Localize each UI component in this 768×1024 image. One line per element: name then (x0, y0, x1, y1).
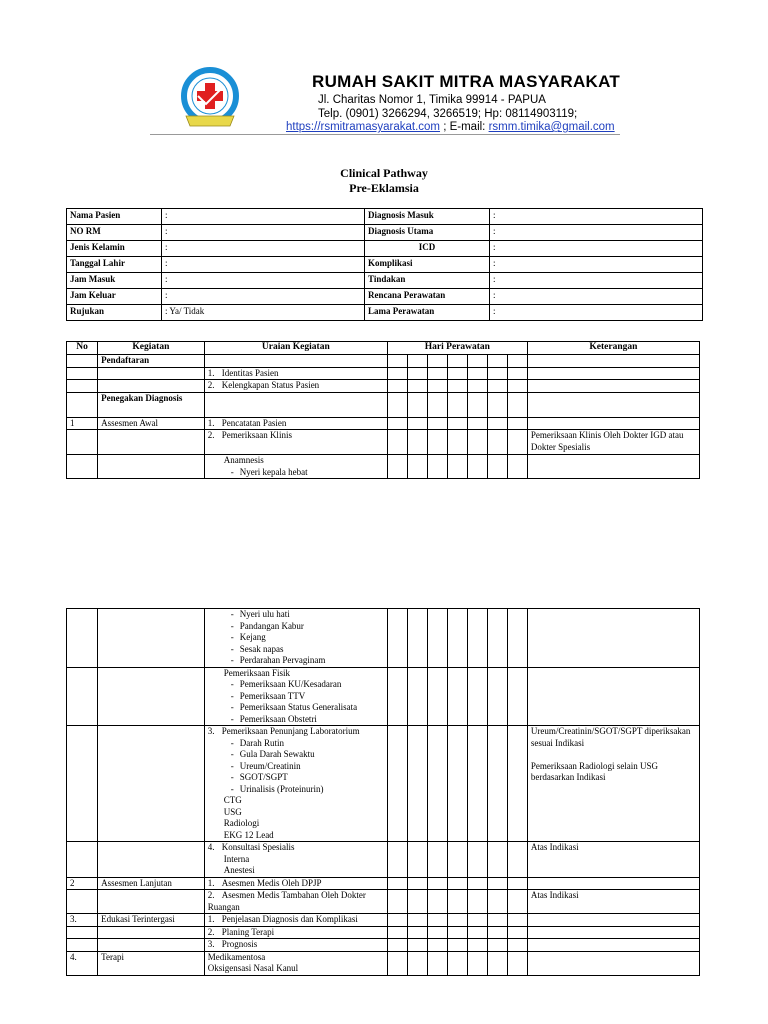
table-row: 2 Assesmen Lanjutan 1. Asesmen Medis Oleh DPJP (67, 877, 700, 890)
info-value[interactable]: : (490, 225, 703, 241)
info-value[interactable]: : Ya/ Tidak (162, 305, 365, 321)
hospital-name: RUMAH SAKIT MITRA MASYARAKAT (312, 72, 621, 91)
info-label: Diagnosis Masuk (365, 209, 490, 225)
info-row (67, 241, 703, 257)
keterangan-klinis: Pemeriksaan Klinis Oleh Dokter IGD atau Dokter Spesialis (527, 430, 699, 455)
list-item: - Darah Rutin (230, 737, 284, 748)
info-value[interactable]: : (490, 289, 703, 305)
uraian-identitas: Identitas Pasien (221, 367, 279, 378)
col-uraian: Uraian Kegiatan (204, 342, 387, 355)
uraian-anamnesis: Anamnesis (223, 455, 264, 465)
info-value[interactable]: : (490, 209, 703, 225)
uraian-planing: Planing Terapi (221, 926, 275, 937)
kegiatan-edukasi: Edukasi Terintergasi (98, 914, 205, 927)
kegiatan-pendaftaran: Pendaftaran (98, 355, 205, 368)
hospital-telephone: Telp. (0901) 3266294, 3266519; Hp: 08114903119; (318, 108, 578, 120)
info-value[interactable]: : (162, 225, 365, 241)
table-row (67, 842, 700, 878)
table-row: 2. Kelengkapan Status Pasien (67, 380, 700, 393)
info-value[interactable]: : (162, 257, 365, 273)
info-row (67, 273, 703, 289)
info-row (67, 225, 703, 241)
table-row: 1 Assesmen Awal 1. Pencatatan Pasien (67, 417, 700, 430)
table-row (67, 392, 700, 417)
list-item: CTG (223, 795, 242, 805)
kegiatan-terapi: Terapi (98, 951, 205, 975)
info-label: Diagnosis Utama (365, 225, 490, 241)
uraian-anamnesis-list (204, 609, 387, 668)
website-link[interactable]: https://rsmitramasyarakat.com (286, 121, 441, 133)
clinical-pathway-table-page2 (66, 608, 700, 976)
table-row: 3. Prognosis (67, 939, 700, 952)
list-item: - Gula Darah Sewaktu (230, 749, 315, 759)
uraian-dpjp: Asesmen Medis Oleh DPJP (221, 877, 322, 888)
list-item: - Pemeriksaan KU/Kesadaran (230, 679, 342, 689)
col-hari-perawatan: Hari Perawatan (387, 342, 527, 355)
letterhead (150, 66, 620, 136)
uraian-medikamentosa: Medikamentosa (207, 951, 266, 962)
list-item: Radiologi (223, 818, 260, 828)
list-item: - Pemeriksaan Obstetri (230, 713, 317, 724)
table-row: 2. Pemeriksaan Klinis Pemeriksaan Klinis Oleh Dokter IGD atau Dokter Spesialis (67, 430, 700, 455)
info-value[interactable]: : (490, 305, 703, 321)
table-row: Anamnesis - Nyeri kepala hebat (67, 455, 700, 479)
info-label: Jenis Kelamin (67, 241, 162, 257)
keterangan-tambahan: Atas Indikasi (527, 890, 699, 914)
email-prefix: ; E-mail: (440, 121, 489, 133)
uraian-prognosis: Prognosis (221, 939, 258, 949)
hospital-address: Jl. Charitas Nomor 1, Timika 99914 - PAPUA (318, 94, 546, 106)
info-value[interactable]: : (162, 209, 365, 225)
table-row: 3. Edukasi Terintergasi 1. Penjelasan Diagnosis dan Komplikasi (67, 914, 700, 927)
table-row: 1. Identitas Pasien (67, 367, 700, 380)
info-label: Jam Keluar (67, 289, 162, 305)
list-item: - Sesak napas (230, 643, 284, 654)
uraian-pemeriksaan-penunjang: 3. Pemeriksaan Penunjang Laboratorium - Darah Rutin - Gula Darah Sewaktu - Ureum/Creatinin - SGOT/SGPT - Urinalisis (Proteinurin) CTG USG Radiologi EKG 12 Lead (204, 726, 387, 842)
info-label: Nama Pasien (67, 209, 162, 225)
table-row (67, 726, 700, 842)
table-row: 2. Asesmen Medis Tambahan Oleh Dokter Ruangan Atas Indikasi (67, 890, 700, 914)
list-item: - Pemeriksaan Status Generalisata (230, 702, 358, 712)
header-divider (150, 134, 620, 135)
list-item: - SGOT/SGPT (230, 772, 288, 782)
uraian-kelengkapan: Kelengkapan Status Pasien (221, 380, 320, 390)
document-title: Clinical Pathway (340, 166, 428, 180)
info-row (67, 289, 703, 305)
list-item: Interna (223, 853, 250, 864)
info-label: Lama Perawatan (365, 305, 490, 321)
list-item: - Perdarahan Pervaginam (230, 655, 326, 665)
info-label: Rencana Perawatan (365, 289, 490, 305)
keterangan-konsultasi: Atas Indikasi (527, 842, 699, 878)
info-value[interactable]: : (490, 257, 703, 273)
table-row: 4. Terapi Medikamentosa Oksigensasi Nasal Kanul (67, 951, 700, 975)
document-subtitle: Pre-Eklamsia (349, 181, 419, 195)
uraian-penjelasan: Penjelasan Diagnosis dan Komplikasi (221, 914, 358, 924)
info-value[interactable]: : (162, 273, 365, 289)
info-value[interactable]: : (490, 241, 703, 257)
col-kegiatan: Kegiatan (98, 342, 205, 355)
list-item: - Nyeri ulu hati (230, 609, 290, 619)
uraian-konsultasi: 4. Konsultasi Spesialis Interna Anestesi (204, 842, 387, 878)
kegiatan-asesmen-lanjutan: Assesmen Lanjutan (98, 877, 205, 890)
info-label: Tindakan (365, 273, 490, 289)
keterangan-penunjang: Ureum/Creatinin/SGOT/SGPT diperiksakan sesuai Indikasi Pemeriksaan Radiologi selain USG berdasarkan Indikasi (527, 726, 699, 842)
list-item: Anestesi (223, 865, 255, 875)
patient-info-table (66, 208, 703, 321)
col-no: No (67, 342, 98, 355)
info-row (67, 305, 703, 321)
list-item: - Pandangan Kabur (230, 620, 304, 631)
info-label: Tanggal Lahir (67, 257, 162, 273)
table-row (67, 355, 700, 368)
kegiatan-asesmen-awal: Assesmen Awal (98, 417, 205, 430)
list-item: USG (223, 806, 242, 817)
hospital-contact (286, 121, 615, 133)
list-item: - Urinalisis (Proteinurin) (230, 783, 324, 794)
uraian-pemeriksaan-fisik: Pemeriksaan Fisik - Pemeriksaan KU/Kesadaran - Pemeriksaan TTV - Pemeriksaan Status Generalisata - Pemeriksaan Obstetri (204, 667, 387, 726)
uraian-oksigenasi: Oksigensasi Nasal Kanul (207, 963, 299, 973)
uraian-asesmen-tambahan: Asesmen Medis Tambahan Oleh Dokter Ruangan (207, 890, 366, 912)
table-header-row (67, 342, 700, 355)
info-value[interactable]: : (162, 241, 365, 257)
info-label: Rujukan (67, 305, 162, 321)
col-keterangan: Keterangan (527, 342, 699, 355)
kegiatan-penegakan-diagnosis: Penegakan Diagnosis (98, 392, 205, 417)
info-row (67, 209, 703, 225)
info-label: Jam Masuk (67, 273, 162, 289)
clinical-pathway-table-page1 (66, 341, 700, 479)
hospital-logo (172, 66, 248, 132)
list-item: - Pemeriksaan TTV (230, 690, 306, 701)
list-item: - Ureum/Creatinin (230, 760, 301, 771)
info-row (67, 257, 703, 273)
info-label: ICD (365, 241, 490, 257)
info-label: NO RM (67, 225, 162, 241)
table-row (67, 609, 700, 668)
table-row: 2. Planing Terapi (67, 926, 700, 939)
uraian-pencatatan: Pencatatan Pasien (221, 417, 287, 428)
info-label: Komplikasi (365, 257, 490, 273)
table-row (67, 667, 700, 726)
list-item: EKG 12 Lead (223, 829, 274, 840)
email-link[interactable]: rsmm.timika@gmail.com (488, 121, 615, 133)
info-value[interactable]: : (490, 273, 703, 289)
uraian-klinis: Pemeriksaan Klinis (221, 430, 292, 440)
info-value[interactable]: : (162, 289, 365, 305)
list-item: - Kejang (230, 632, 266, 642)
